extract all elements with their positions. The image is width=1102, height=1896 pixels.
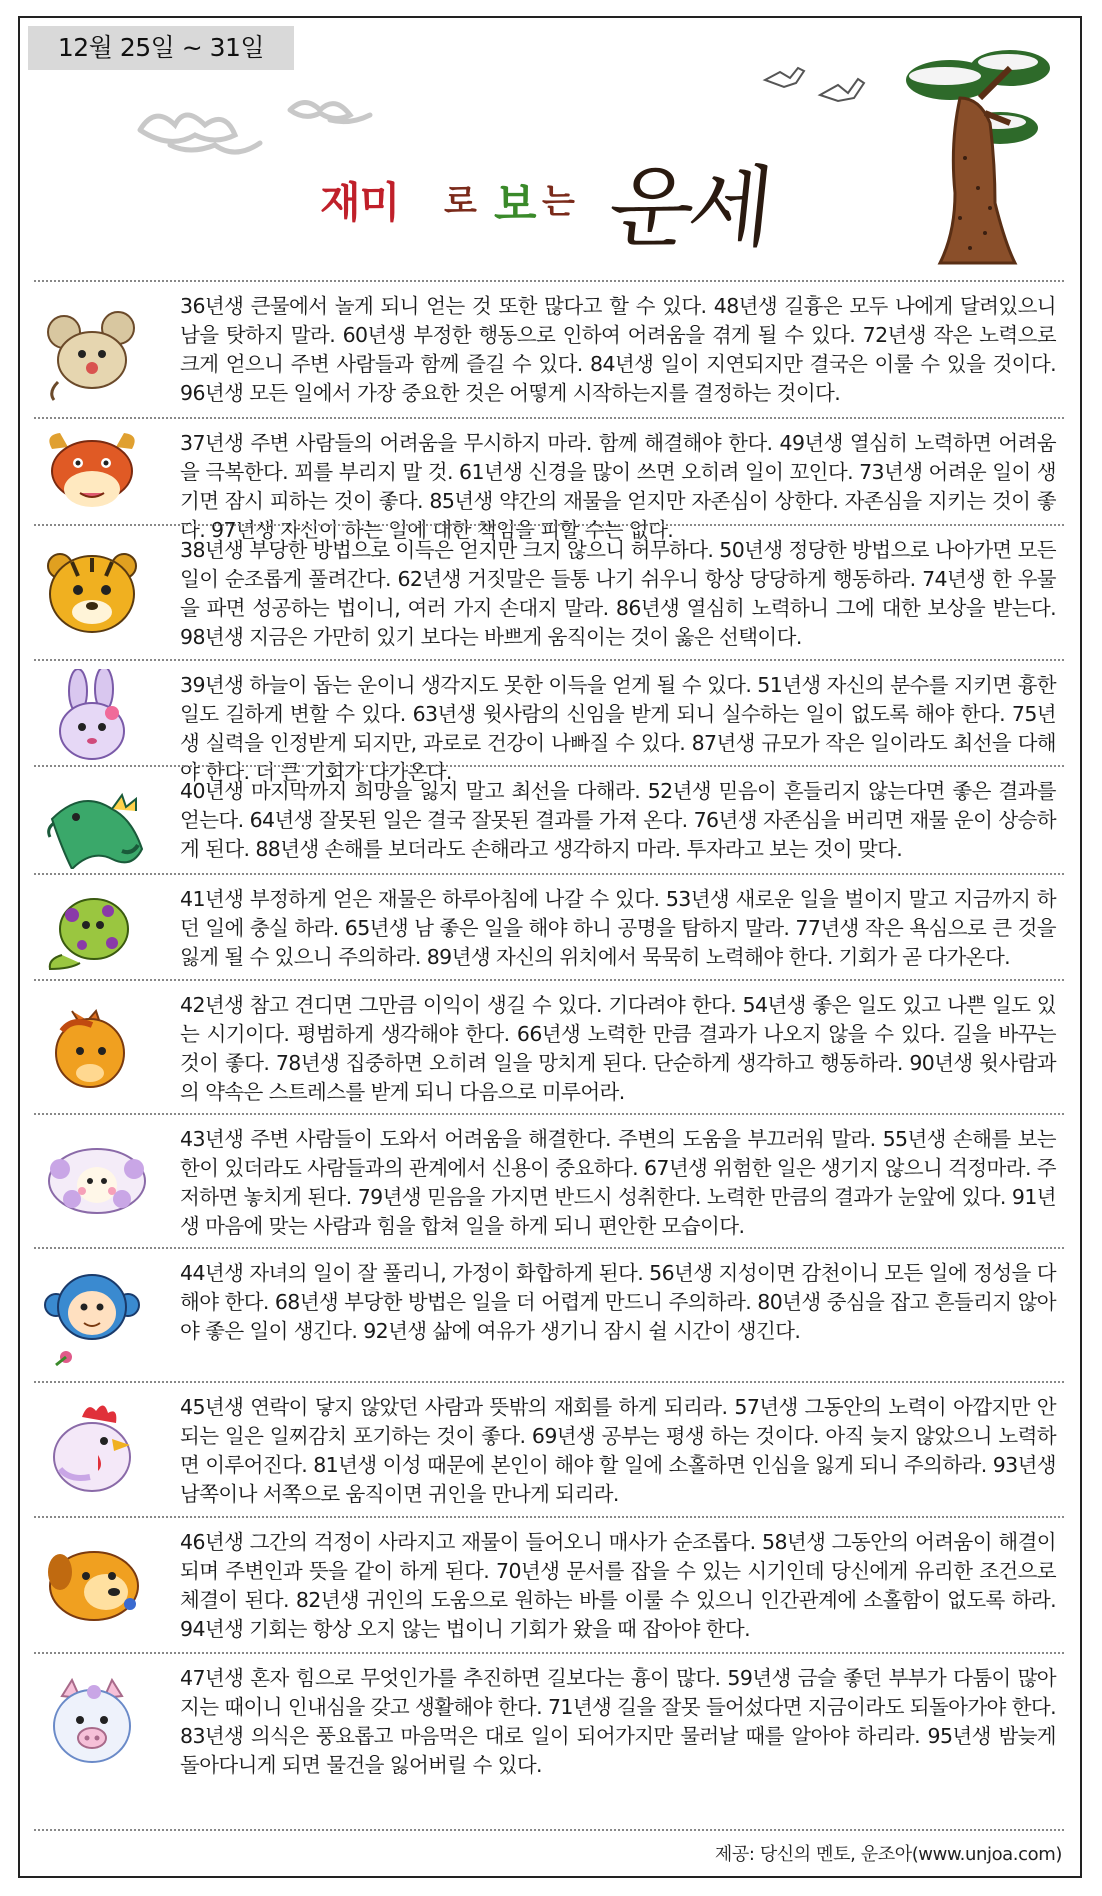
- monkey-icon: [42, 1265, 142, 1370]
- fortune-row-sheep: [34, 1113, 1064, 1247]
- fortune-text: 44년생 자녀의 일이 잘 풀리니, 가정이 화합하게 된다. 56년생 지성이면 감천이니 모든 일에 정성을 다해야 한다. 68년생 부당한 방법은 일을 더 어렵게 만드니 주의하라. 80년생 중심을 잡고 흔들리지 않아야 좋은 일이 생긴다. 92년생 삶에 여유가 생기니 잠시 쉴 시간이 생긴다.: [180, 1261, 1056, 1343]
- fortune-text: 41년생 부정하게 얻은 재물은 하루아침에 나갈 수 있다. 53년생 새로운 일을 벌이지 말고 지금까지 하던 일에 충실 하라. 65년생 남 좋은 일을 해야 하니 공명을 탐하지 말라. 77년생 작은 욕심으로 큰 것을 잃게 될 수 있으니 주의하라. 89년생 자신의 위치에서 묵묵히 노력해야 한다. 기회가 곧 다가온다.: [180, 887, 1056, 969]
- fortune-row-horse: [34, 979, 1064, 1113]
- horse-icon: [42, 1001, 142, 1096]
- rabbit-icon: [42, 669, 142, 764]
- title-part-2: 로: [444, 182, 477, 222]
- fortune-row-rooster: [34, 1381, 1064, 1516]
- fortune-text: 40년생 마지막까지 희망을 잃지 말고 최선을 다해라. 52년생 믿음이 흔들리지 않는다면 좋은 결과를 얻는다. 64년생 잘못된 일은 결국 잘못된 결과를 가져 온다. 76년생 자존심을 버리면 재물 운이 상승하게 된다. 88년생 손해를 보더라도 손해라고 생각하지 마라. 투자라고 보는 것이 맞다.: [180, 779, 1056, 861]
- ox-icon: [42, 431, 142, 516]
- fortune-text: 39년생 하늘이 돕는 운이니 생각지도 못한 이득을 얻게 될 수 있다. 51년생 자신의 분수를 지키면 흉한 일도 길하게 변할 수 있다. 63년생 윗사람의 신임을 받게 되니 실수하는 일이 없도록 해야 한다. 75년생 실력을 인정받게 되지만, 과로로 건강이 나빠질 수 있다. 87년생 규모가 작은 일이라도 최선을 다해야 한다. 더 큰 기회가 다가온다.: [180, 673, 1056, 784]
- rat-icon: [42, 302, 142, 402]
- dog-icon: [42, 1542, 147, 1627]
- fortune-text: 47년생 혼자 힘으로 무엇인가를 추진하면 길보다는 흉이 많다. 59년생 금슬 좋던 부부가 다툼이 많아지는 때이니 인내심을 갖고 생활해야 한다. 71년생 길을 잘못 들어섰다면 지금이라도 되돌아가야 한다. 83년생 의식은 풍요롭고 마음먹은 대로 일이 되어가지만 물러날 때를 알아야 하리라. 95년생 밤늦게 돌아다니게 되면 물건을 잃어버릴 수 있다.: [180, 1666, 1056, 1777]
- fortune-row-dog: [34, 1516, 1064, 1652]
- fortune-row-ox: [34, 417, 1064, 542]
- footer-credit: 제공: 당신의 멘토, 운조아(www.unjoa.com): [714, 1844, 1062, 1865]
- sheep-icon: [42, 1139, 152, 1224]
- title-part-4: 는: [542, 182, 575, 222]
- fortune-text: 42년생 참고 견디면 그만큼 이익이 생길 수 있다. 기다려야 한다. 54년생 좋은 일도 있고 나쁜 일도 있는 시기이다. 평범하게 생각해야 한다. 66년생 노력한 만큼 결과가 나오지 않을 수 있다. 길을 바꾸는 것이 좋다. 78년생 집중하면 오히려 일을 망치게 된다. 단순하게 생각하고 행동하라. 90년생 윗사람과의 약속은 스트레스를 받게 되니 다음으로 미루어라.: [180, 993, 1056, 1104]
- fortune-row-pig: [34, 1652, 1064, 1787]
- fortune-text: 36년생 큰물에서 놀게 되니 얻는 것 또한 많다고 할 수 있다. 48년생 길흉은 모두 나에게 달려있으니 남을 탓하지 말라. 60년생 부정한 행동으로 인하여 어려움을 겪게 될 수 있다. 72년생 작은 노력으로 크게 얻으니 주변 사람들과 함께 즐길 수 있다. 84년생 일이 지연되지만 결국은 이룰 수 있을 것이다. 96년생 모든 일에서 가장 중요한 것은 어떻게 시작하는지를 결정하는 것이다.: [180, 294, 1056, 405]
- fortune-row-snake: [34, 873, 1064, 979]
- rooster-icon: [42, 1399, 142, 1499]
- fortune-row-rabbit: [34, 659, 1064, 784]
- title-part-1: 재미: [320, 178, 400, 227]
- fortune-text: 45년생 연락이 닿지 않았던 사람과 뜻밖의 재회를 하게 되리라. 57년생 그동안의 노력이 아깝지만 안 되는 일은 일찌감치 포기하는 것이 좋다. 69년생 공부는 평생 하는 것이다. 아직 늦지 않았으니 노력하면 이루어진다. 81년생 이성 때문에 본인이 해야 할 일에 소홀하면 인심을 잃게 되니 주의하라. 93년생 남쪽이나 서쪽으로 움직이면 귀인을 만나게 되리라.: [180, 1395, 1056, 1506]
- fortune-text: 43년생 주변 사람들이 도와서 어려움을 해결한다. 주변의 도움을 부끄러워 말라. 55년생 손해를 보는 한이 있더라도 사람들과의 관계에서 신용이 중요하다. 67년생 위험한 일은 생기지 않으니 걱정마라. 주저하면 놓치게 된다. 79년생 믿음을 가지면 반드시 성취한다. 노력한 만큼의 결과가 눈앞에 있다. 91년생 마음에 맞는 사람과 힘을 합쳐 일을 하게 되니 편안한 모습이다.: [180, 1127, 1056, 1238]
- fortune-row-tiger: [34, 524, 1064, 659]
- bottom-divider: [34, 1829, 1064, 1831]
- fortune-text: 37년생 주변 사람들의 어려움을 무시하지 마라. 함께 해결해야 한다. 49년생 열심히 노력하면 어려움을 극복한다. 꾀를 부리지 말 것. 61년생 신경을 많이 쓰면 오히려 일이 꼬인다. 73년생 어려운 일이 생기면 잠시 피하는 것이 좋다. 85년생 약간의 재물을 얻지만 자존심이 상한다. 자존심을 지키는 것이 좋다. 97년생 자신이 하는 일에 대한 책임을 피할 수는 없다.: [180, 431, 1056, 542]
- fortune-row-dragon: [34, 765, 1064, 873]
- tiger-icon: [42, 544, 142, 639]
- fortune-row-monkey: [34, 1247, 1064, 1381]
- title-part-5: 운세: [603, 156, 773, 259]
- pig-icon: [42, 1674, 142, 1769]
- pine-tree-icon: [890, 38, 1060, 278]
- fortune-row-rat: [34, 280, 1064, 417]
- page-title: [320, 138, 840, 259]
- snake-icon: [42, 885, 142, 975]
- fortune-text: 46년생 그간의 걱정이 사라지고 재물이 들어오니 매사가 순조롭다. 58년생 그동안의 어려움이 해결이 되며 주변인과 뜻을 같이 하게 된다. 70년생 문서를 잡을 수 있는 시기인데 당신에게 유리한 조건으로 체결이 된다. 82년생 귀인의 도움으로 원하는 바를 이룰 수 있으니 인간관계에 소홀함이 없도록 하라. 94년생 기회는 항상 오지 않는 법이니 기회가 왔을 때 잡아야 한다.: [180, 1530, 1056, 1641]
- birds-icon: [760, 60, 880, 110]
- date-range-label: 12월 25일 ~ 31일: [28, 26, 294, 70]
- fortune-list: [34, 280, 1064, 1787]
- dragon-icon: [42, 779, 157, 869]
- fortune-text: 38년생 부당한 방법으로 이득은 얻지만 크지 않으니 허무하다. 50년생 정당한 방법으로 나아가면 모든 일이 순조롭게 풀려간다. 62년생 거짓말은 들통 나기 쉬우니 항상 당당하게 행동하라. 74년생 한 우물을 파면 성공하는 법이니, 여러 가지 손대지 말라. 86년생 열심히 노력하니 그에 대한 보상을 받는다. 98년생 지금은 가만히 있기 보다는 바쁘게 움직이는 것이 옳은 선택이다.: [180, 538, 1056, 649]
- title-part-3: 보: [494, 179, 537, 230]
